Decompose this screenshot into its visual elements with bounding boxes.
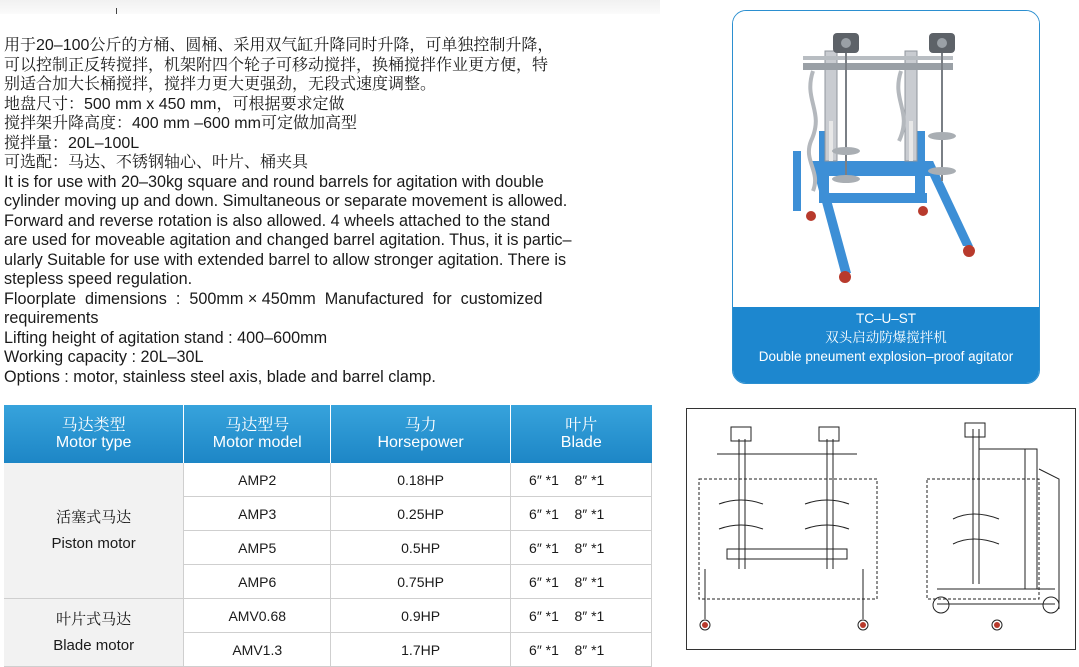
header-zh: 马力 <box>404 417 437 434</box>
en-line: Lifting height of agitation stand : 400–600mm <box>4 328 328 347</box>
zh-line: 可以控制正反转搅拌，机架附四个轮子可移动搅拌，换桶搅拌作业更方便，特 <box>4 56 549 74</box>
product-description <box>4 36 652 387</box>
product-code: TC–U–ST <box>855 311 916 326</box>
en-line: are used for moveable agitation and changed barrel agitation. Thus, it is partic– <box>4 231 572 249</box>
cell-hp: 0.18HP <box>331 463 511 497</box>
cell-hp: 0.75HP <box>331 565 511 599</box>
cell-model: AMV0.68 <box>184 599 331 633</box>
header-en: Motor model <box>212 434 302 451</box>
cell-blade: 6″ *1 8″ *1 <box>511 463 652 497</box>
table-row <box>4 599 652 633</box>
group-en: Piston motor <box>51 534 136 552</box>
cell-model: AMP5 <box>184 531 331 565</box>
group-piston-motor <box>4 463 184 599</box>
en-line: Options : motor, stainless steel axis, blade and barrel clamp. <box>4 367 436 386</box>
product-name-en: Double pneument explosion–proof agitator <box>758 349 1014 364</box>
zh-line: 用于20–100公斤的方桶、圆桶、采用双气缸升降同时升降，可单独控制升降， <box>4 37 554 54</box>
table-header-row <box>4 405 652 463</box>
cell-model: AMP6 <box>184 565 331 599</box>
cell-hp: 1.7HP <box>331 633 511 667</box>
en-line: It is for use with 20–30kg square and round barrels for agitation with double <box>4 172 544 191</box>
cell-blade: 6″ *1 8″ *1 <box>511 633 652 667</box>
zh-line: 搅拌量：20L–100L <box>4 134 140 152</box>
group-en: Blade motor <box>53 636 135 654</box>
zh-line: 地盘尺寸：500 mm x 450 mm，可根据要求定做 <box>4 95 345 113</box>
product-photo-card <box>732 10 1040 384</box>
motor-spec-table <box>4 405 652 667</box>
zh-line: 可选配：马达、不锈钢轴心、叶片、桶夹具 <box>4 154 309 171</box>
top-strip <box>0 0 660 14</box>
header-en: Horsepower <box>377 434 464 451</box>
header-motor-type <box>4 405 184 463</box>
cell-hp: 0.25HP <box>331 497 511 531</box>
cell-model: AMP2 <box>184 463 331 497</box>
header-blade <box>511 405 652 463</box>
cell-blade: 6″ *1 8″ *1 <box>511 599 652 633</box>
en-line: ularly Suitable for use with extended barrel to allow stronger agitation. There is <box>4 250 567 269</box>
header-en: Motor type <box>55 434 132 451</box>
cell-model: AMV1.3 <box>184 633 331 667</box>
zh-line: 搅拌架升降高度：400 mm –600 mm可定做加高型 <box>4 115 357 132</box>
technical-drawing <box>686 408 1076 650</box>
header-motor-model <box>184 405 331 463</box>
en-line: Working capacity : 20L–30L <box>4 348 204 366</box>
en-line: Forward and reverse rotation is also allowed. 4 wheels attached to the stand <box>4 211 551 230</box>
group-zh: 叶片式马达 <box>56 610 132 628</box>
header-zh: 叶片 <box>565 417 598 434</box>
product-name-zh: 双头启动防爆搅拌机 <box>825 330 947 345</box>
product-caption <box>733 307 1039 383</box>
en-line: requirements <box>4 309 99 327</box>
cell-model: AMP3 <box>184 497 331 531</box>
cell-blade: 6″ *1 8″ *1 <box>511 531 652 565</box>
header-horsepower <box>331 405 511 463</box>
en-line: Floorplate dimensions : 500mm × 450mm Manufactured for customized <box>4 289 543 308</box>
cell-blade: 6″ *1 8″ *1 <box>511 497 652 531</box>
cell-hp: 0.5HP <box>331 531 511 565</box>
en-line: stepless speed regulation. <box>4 270 193 288</box>
zh-line: 别适合加大长桶搅拌，搅拌力更大更强劲，无段式速度调整。 <box>4 76 437 93</box>
agitator-photo <box>733 11 1039 309</box>
top-tick-mark <box>116 8 117 14</box>
cell-blade: 6″ *1 8″ *1 <box>511 565 652 599</box>
header-zh: 马达类型 <box>61 417 126 434</box>
table-row <box>4 463 652 497</box>
en-line: cylinder moving up and down. Simultaneous or separate movement is allowed. <box>4 192 568 210</box>
group-blade-motor <box>4 599 184 667</box>
group-zh: 活塞式马达 <box>56 508 132 526</box>
header-zh: 马达型号 <box>225 417 290 434</box>
agitator-line-drawing <box>687 409 1075 649</box>
header-en: Blade <box>560 434 602 451</box>
cell-hp: 0.9HP <box>331 599 511 633</box>
